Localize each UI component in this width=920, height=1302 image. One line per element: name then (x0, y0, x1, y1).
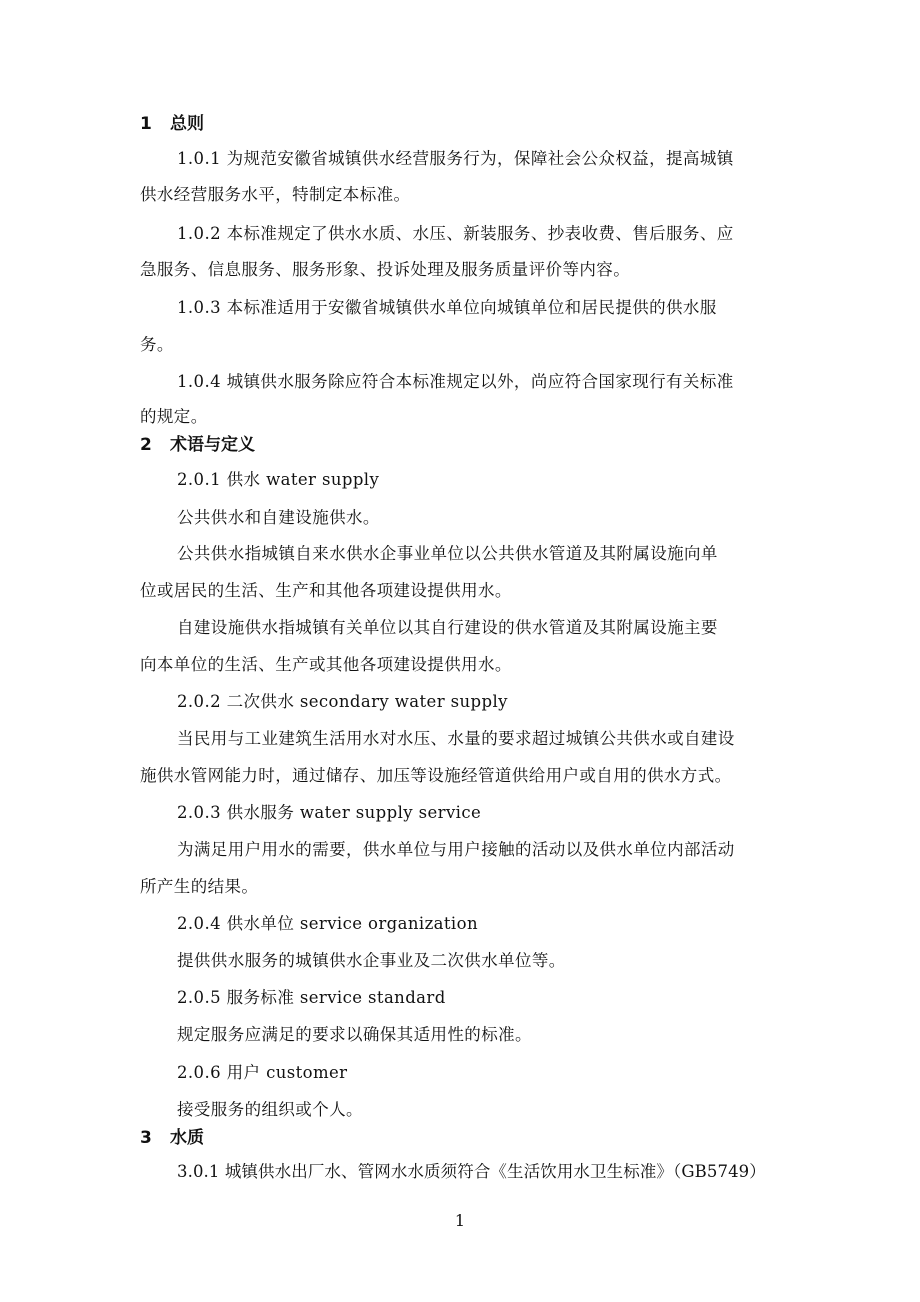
term-line: 2.0.6 用户 customer (177, 1063, 348, 1082)
paragraph-line: 1.0.4 城镇供水服务除应符合本标准规定以外，尚应符合国家现行有关标准 (177, 372, 734, 391)
term-line: 2.0.3 供水服务 water supply service (177, 803, 482, 822)
paragraph-line: 当民用与工业建筑生活用水对水压、水量的要求超过城镇公共供水或自建设 (177, 729, 735, 748)
paragraph-line: 提供供水服务的城镇供水企事业及二次供水单位等。 (177, 951, 566, 970)
term-line: 2.0.2 二次供水 secondary water supply (177, 692, 508, 711)
paragraph-line: 施供水管网能力时，通过储存、加压等设施经管道供给用户或自用的供水方式。 (140, 766, 732, 785)
section-heading-2 (140, 433, 255, 457)
paragraph-line: 1.0.1 为规范安徽省城镇供水经营服务行为，保障社会公众权益，提高城镇 (177, 149, 734, 168)
term-line: 2.0.4 供水单位 service organization (177, 914, 478, 933)
paragraph-line: 规定服务应满足的要求以确保其适用性的标准。 (177, 1025, 532, 1044)
paragraph-line: 务。 (140, 335, 174, 354)
paragraph-line: 公共供水指城镇自来水供水企事业单位以公共供水管道及其附属设施向单 (177, 544, 718, 563)
page-number: 1 (454, 1211, 466, 1230)
section-number: 2 (140, 435, 152, 455)
section-number: 3 (140, 1128, 152, 1148)
paragraph-line: 向本单位的生活、生产或其他各项建设提供用水。 (140, 655, 512, 674)
section-title: 总则 (170, 114, 204, 134)
paragraph-line: 接受服务的组织或个人。 (177, 1100, 363, 1119)
paragraph-line: 1.0.3 本标准适用于安徽省城镇供水单位向城镇单位和居民提供的供水服 (177, 298, 717, 317)
paragraph-line: 自建设施供水指城镇有关单位以其自行建设的供水管道及其附属设施主要 (177, 618, 718, 637)
paragraph-line: 为满足用户用水的需要，供水单位与用户接触的活动以及供水单位内部活动 (177, 840, 735, 859)
paragraph-line: 公共供水和自建设施供水。 (177, 508, 380, 527)
paragraph-line: 1.0.2 本标准规定了供水水质、水压、新装服务、抄表收费、售后服务、应 (177, 224, 734, 243)
paragraph-line: 急服务、信息服务、服务形象、投诉处理及服务质量评价等内容。 (140, 260, 631, 279)
term-line: 2.0.5 服务标准 service standard (177, 988, 446, 1007)
paragraph-line: 3.0.1 城镇供水出厂水、管网水水质须符合《生活饮用水卫生标准》（GB5749） (177, 1162, 766, 1181)
paragraph-line: 位或居民的生活、生产和其他各项建设提供用水。 (140, 581, 512, 600)
paragraph-line: 所产生的结果。 (140, 877, 259, 896)
section-heading-3 (140, 1126, 204, 1150)
section-title: 术语与定义 (170, 435, 255, 455)
section-title: 水质 (170, 1128, 204, 1148)
section-heading-1 (140, 112, 204, 136)
paragraph-line: 的规定。 (140, 407, 208, 426)
paragraph-line: 供水经营服务水平，特制定本标准。 (140, 185, 411, 204)
term-line: 2.0.1 供水 water supply (177, 470, 380, 489)
section-number: 1 (140, 114, 152, 134)
